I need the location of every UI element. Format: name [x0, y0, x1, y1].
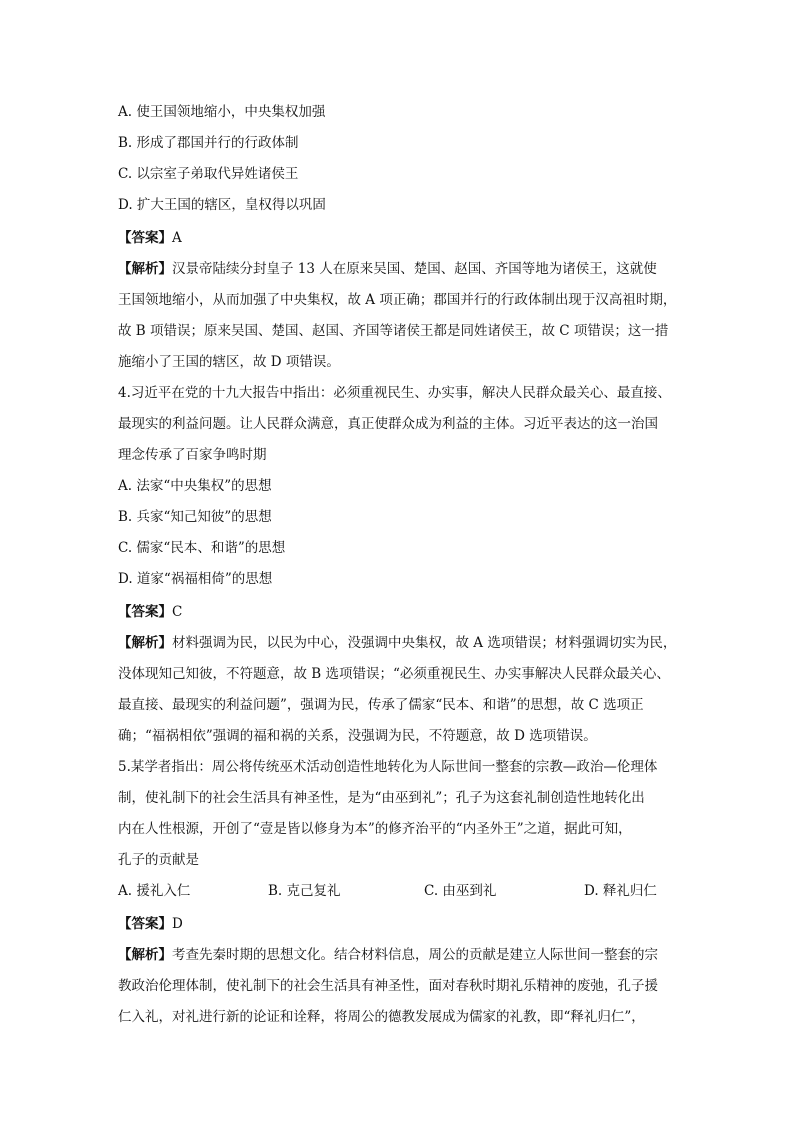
- q4-stem-line-2: 最现实的利益问题。让人民群众满意，真正使群众成为利益的主体。习近平表达的这一治国: [118, 416, 658, 432]
- analysis-text: 考查先秦时期的思想文化。结合材料信息，周公的贡献是建立人际世间一整套的宗: [172, 947, 658, 963]
- q5-stem-line-3: 内在人性根源，开创了“壹是皆以修身为本”的修齐治平的“内圣外王”之道，据此可知，: [118, 821, 632, 837]
- q3-analysis-line-4: 施缩小了王国的辖区，故 D 项错误。: [118, 354, 340, 370]
- q4-analysis-line-2: 没体现知己知彼，不符题意，故 B 选项错误；“必须重视民生、办实事解决人民群众最关心、: [118, 666, 670, 682]
- q5-option-d: D. 释礼归仁: [584, 883, 657, 899]
- q3-option-a: A. 使王国领地缩小，中央集权加强: [118, 104, 326, 120]
- analysis-text: 材料强调为民，以民为中心，没强调中央集权，故 A 选项错误；材料强调切实为民，: [172, 635, 677, 651]
- analysis-label: 【解析】: [118, 261, 172, 277]
- answer-label: 【答案】: [118, 916, 172, 932]
- q4-option-b: B. 兵家“知己知彼”的思想: [118, 509, 272, 525]
- q4-analysis-line-3: 最直接、最现实的利益问题”，强调为民，传承了儒家“民本、和谐”的思想，故 C 选项正: [118, 697, 644, 713]
- q5-analysis-line-3: 仁入礼，对礼进行新的论证和诠释，将周公的德教发展成为儒家的礼教，即“释礼归仁”，: [118, 1009, 645, 1025]
- answer-value: D: [172, 916, 183, 932]
- q3-option-c: C. 以宗室子弟取代异姓诸侯王: [118, 166, 299, 182]
- q5-stem-line-1: 5.某学者指出：周公将传统巫术活动创造性地转化为人际世间一整套的宗教—政治—伦理体: [118, 759, 658, 775]
- q4-option-c: C. 儒家“民本、和谐”的思想: [118, 540, 286, 556]
- answer-label: 【答案】: [118, 604, 172, 620]
- q5-option-b: B. 克己复礼: [268, 883, 341, 899]
- q4-option-a: A. 法家“中央集权”的思想: [118, 478, 272, 494]
- q5-answer: [118, 914, 678, 934]
- answer-value: A: [172, 230, 182, 246]
- answer-label: 【答案】: [118, 230, 172, 246]
- q5-option-a: A. 援礼入仁: [118, 883, 191, 899]
- q5-analysis-line-1: [118, 945, 678, 965]
- q4-stem-line-3: 理念传承了百家争鸣时期: [118, 447, 267, 463]
- q3-analysis-line-3: 故 B 项错误；原来吴国、楚国、赵国、齐国等诸侯王都是同姓诸侯王，故 C 项错误；这一措: [118, 323, 669, 339]
- q5-stem-line-2: 制，使礼制下的社会生活具有神圣性，是为“由巫到礼”；孔子为这套礼制创造性地转化出: [118, 790, 645, 806]
- analysis-label: 【解析】: [118, 635, 172, 651]
- analysis-label: 【解析】: [118, 947, 172, 963]
- q5-option-c: C. 由巫到礼: [424, 883, 497, 899]
- q3-option-d: D. 扩大王国的辖区，皇权得以巩固: [118, 197, 326, 213]
- q4-answer: [118, 602, 678, 622]
- q5-stem-line-4: 孔子的贡献是: [118, 852, 199, 868]
- q3-analysis-line-2: 王国领地缩小，从而加强了中央集权，故 A 项正确；郡国并行的行政体制出现于汉高祖时期，: [118, 292, 677, 308]
- q4-analysis-line-1: [118, 633, 678, 653]
- analysis-text: 汉景帝陆续分封皇子 13 人在原来吴国、楚国、赵国、齐国等地为诸侯王，这就使: [172, 261, 657, 277]
- q4-stem-line-1: 4.习近平在党的十九大报告中指出：必须重视民生、办实事，解决人民群众最关心、最直接、: [118, 385, 671, 401]
- q4-option-d: D. 道家“祸福相倚”的思想: [118, 571, 273, 587]
- q3-option-b: B. 形成了郡国并行的行政体制: [118, 135, 299, 151]
- answer-value: C: [172, 604, 183, 620]
- q3-answer: [118, 228, 678, 248]
- q3-analysis-line-1: [118, 259, 678, 279]
- q4-analysis-line-4: 确；“福祸相依”强调的福和祸的关系，没强调为民，不符题意，故 D 选项错误。: [118, 728, 597, 744]
- q5-analysis-line-2: 教政治伦理体制，使礼制下的社会生活具有神圣性，面对春秋时期礼乐精神的废弛，孔子援: [118, 978, 658, 994]
